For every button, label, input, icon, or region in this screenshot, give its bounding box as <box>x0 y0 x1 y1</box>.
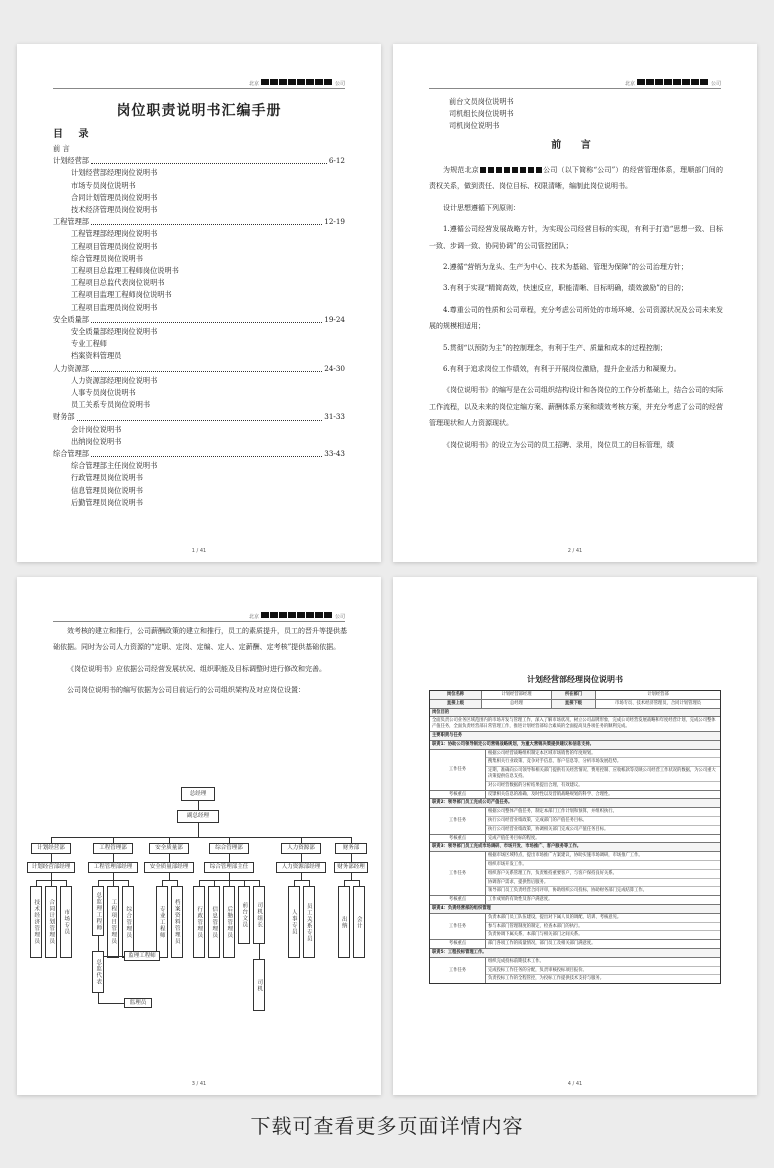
task-list <box>486 914 720 939</box>
org-connector <box>351 873 352 880</box>
org-box: 专业工程师 <box>156 886 168 958</box>
toc-entry <box>53 436 345 448</box>
org-box: 总监代表 <box>92 951 104 993</box>
job-title: 计划经营部经理岗位说明书 <box>527 675 623 684</box>
toc-continued <box>449 96 514 132</box>
org-connector <box>198 823 199 837</box>
org-box: 总监理工程师 <box>92 886 104 936</box>
org-box: 人力资源部经理 <box>276 862 326 873</box>
task-item: 对公司经营数据的分析结果提出合理，有效建议。 <box>488 782 583 788</box>
toc-entry-text: 出纳岗位说明书 <box>71 436 122 446</box>
header-suffix: 公司 <box>334 614 345 620</box>
toc-entry <box>53 241 345 253</box>
download-caption: 下载可查看更多页面详情内容 <box>250 1114 524 1138</box>
toc-entry-text: 前 言 <box>53 144 70 153</box>
toc-entry <box>53 350 345 362</box>
task-label: 工作任务 <box>430 808 486 833</box>
task-label: 工作任务 <box>430 852 486 895</box>
toc-entry <box>53 265 345 277</box>
table-row <box>430 808 720 834</box>
document-page-2 <box>393 44 757 562</box>
org-box: 监理员 <box>124 998 152 1008</box>
toc-entry-text: 综合管理员岗位说明书 <box>71 253 143 263</box>
task-item: 搜集相关行业政策、竞争对手信息，客户信息等，分析市场发展趋势。 <box>486 758 720 767</box>
table-row <box>430 949 720 958</box>
duty-heading: 职责5：工程投标管理工作。 <box>430 949 720 957</box>
table-row <box>430 835 720 844</box>
toc-entry-text: 人力资源部 <box>53 363 89 373</box>
toc-entry-text: 合同计划管理员岗位说明书 <box>71 192 158 202</box>
org-connector <box>51 837 351 838</box>
toc-entry-text: 综合管理部 <box>53 449 89 459</box>
toc-leader <box>91 371 322 372</box>
header-prefix: 北京 <box>624 81 635 87</box>
toc-leader <box>91 163 327 164</box>
section-label: 主要职责与任务 <box>430 732 720 740</box>
paragraph: 3.有利于实现“精简高效，快速反应，职能清晰、目标明确，绩效激励”的目的； <box>443 284 688 293</box>
toc-entry-text: 后勤管理员岗位说明书 <box>71 497 143 507</box>
toc-entry-text: 技术经济管理员岗位说明书 <box>71 205 158 215</box>
eval-text: 反馈相关信息的准确、及时性以及营销战略规划的科学、合理性。 <box>488 791 613 797</box>
toc-entry-text: 人力资源部经理岗位说明书 <box>71 375 158 385</box>
toc-leader <box>91 322 322 323</box>
table-row <box>430 799 720 808</box>
task-label: 工作任务 <box>430 914 486 939</box>
toc-entry-text: 信息管理员岗位说明书 <box>71 485 143 495</box>
org-box: 财务部 <box>335 843 367 854</box>
eval-label: 考核重点 <box>430 940 486 948</box>
paragraph: 4.尊重公司的性质和公司章程，充分考虑公司所处的市场环境、公司资源状况及公司未来发展的规模相适用； <box>429 305 723 331</box>
paragraph: 6.有利于追求岗位工作绩效，有利于开展岗位激励，提升企业活力和凝聚力。 <box>443 365 681 374</box>
toc-entry <box>53 180 345 192</box>
toc-entry-text: 员工关系专员岗位说明书 <box>71 400 151 410</box>
org-connector <box>51 854 52 862</box>
duty-heading: 职责4：负责经营部的组织管理 <box>430 905 720 913</box>
toc-entry <box>53 363 345 375</box>
toc-item: 司机组长岗位说明书 <box>449 109 514 118</box>
table-cell: 岗位名称 <box>430 691 482 699</box>
toc-leader <box>77 420 323 421</box>
table-row <box>430 741 720 750</box>
redacted-block <box>637 79 709 87</box>
toc-entry <box>53 448 345 460</box>
header-prefix: 北京 <box>248 81 259 87</box>
task-item: 执行公司经营业绩政策，完成部门的产值任务目标。 <box>486 817 720 826</box>
task-list <box>486 750 720 790</box>
org-box: 人事专员 <box>288 886 300 958</box>
paragraph: 1.遵循公司经营发展战略方针，为实现公司经营目标的实现，有利于打造“思想一致、目标一致、步调一致、协同协调”的公司管控团队； <box>429 225 723 250</box>
header-suffix: 公司 <box>710 81 721 87</box>
redacted-block <box>479 166 543 174</box>
task-label: 工作任务 <box>430 750 486 790</box>
org-connector <box>51 873 52 880</box>
eval-label: 考核重点 <box>430 835 486 843</box>
toc-entry <box>53 387 345 399</box>
table-row <box>430 852 720 896</box>
table-row <box>430 940 720 949</box>
eval-text: 完成产值任务目标的程度。 <box>488 835 540 841</box>
table-cell: 直接下级 <box>552 700 596 708</box>
page-number: 1 / 41 <box>191 548 207 554</box>
toc-entry <box>53 314 345 326</box>
toc-entry <box>53 289 345 301</box>
toc-item: 司机岗位说明书 <box>449 121 500 130</box>
org-box: 档案资料管理员 <box>171 886 183 958</box>
org-box: 总经理 <box>181 787 215 801</box>
paragraph: 设计思想遵循下列原则： <box>443 203 520 212</box>
org-box: 监理工程师 <box>124 951 160 961</box>
toc-entry <box>53 424 345 436</box>
toc-entry <box>53 253 345 265</box>
toc-entry <box>53 497 345 509</box>
org-box: 出纳 <box>338 886 350 958</box>
toc-entry <box>53 204 345 216</box>
table-row <box>430 709 720 718</box>
section-label: 岗位目的 <box>430 709 720 717</box>
table-cell: 所在部门 <box>552 691 596 699</box>
org-box: 市场专员 <box>60 886 72 958</box>
org-box: 副总经理 <box>177 810 219 823</box>
org-connector <box>104 956 124 957</box>
toc-leader <box>91 224 322 225</box>
toc-page-range: 24-30 <box>324 363 345 373</box>
toc-entry-text: 人事专员岗位说明书 <box>71 388 136 398</box>
redacted-block <box>261 79 333 87</box>
org-box: 员工关系专员 <box>303 886 315 958</box>
toc-page-range: 31-33 <box>324 412 345 422</box>
org-box: 技术经济管理员 <box>30 886 42 958</box>
task-item: 负责投标工作的全程管控，为投标工作提供技术支持与服务。 <box>488 976 605 982</box>
org-connector <box>301 873 302 880</box>
toc-entry-text: 档案资料管理员 <box>71 351 122 361</box>
org-connector <box>351 854 352 862</box>
toc-entry <box>53 167 345 179</box>
task-item: 执行公司经营业绩政策，协调相关部门完成公司产值任务目标。 <box>488 826 609 832</box>
eval-label: 考核重点 <box>430 896 486 904</box>
toc-entry-text: 安全质量部 <box>53 314 89 324</box>
toc-entry-text: 安全质量部经理岗位说明书 <box>71 327 158 337</box>
document-title: 岗位职责说明书汇编手册 <box>116 103 282 119</box>
header-prefix: 北京 <box>248 614 259 620</box>
task-item: 根据公司整体产值任务，制定本部门工作计划和预算，并组织执行。 <box>486 808 720 817</box>
org-connector <box>98 936 99 951</box>
task-item: 根据公司经营战略组织制定本区域市场销售的年度规划。 <box>486 750 720 759</box>
table-of-contents <box>53 143 345 509</box>
org-box: 综合管理员 <box>122 886 134 958</box>
table-cell: 总经理 <box>482 700 552 708</box>
toc-entry <box>53 460 345 472</box>
toc-entry <box>53 411 345 423</box>
toc-entry-text: 财务部 <box>53 412 75 422</box>
toc-entry <box>53 375 345 387</box>
toc-page-range: 33-43 <box>324 449 345 459</box>
toc-entry-text: 专业工程师 <box>71 339 107 349</box>
toc-entry <box>53 143 345 155</box>
toc-page-range: 12-19 <box>324 217 345 227</box>
document-page-1 <box>17 44 381 562</box>
toc-entry-text: 计划经营部经理岗位说明书 <box>71 168 158 178</box>
toc-entry-text: 工程管理部经理岗位说明书 <box>71 229 158 239</box>
task-list <box>486 808 720 833</box>
task-list <box>486 852 720 895</box>
table-cell: 计划经营部 <box>647 692 669 697</box>
paragraph: 2.遵循“营销为龙头、生产为中心、技术为基础、管理为保障”的公司治理方针； <box>443 263 688 272</box>
task-item: 负责本部门员工队伍建设，提出对下属人员的调配、培训、考核意见。 <box>486 914 720 923</box>
purpose-text: 全面负责公司业务区域范围内的市场开发与管理工作，深入了解市场状况，树立公司品牌形象，完成公司经营发展战略和年度经营计划，完成公司整体产值任务，全面负责经营部日常管理工作，推进计划经营部综合素质的全面提高及各项任务的顺利完成。 <box>432 718 716 730</box>
paragraph: 效考核的建立和推行，公司薪酬政策的建立和推行，员工的素质提升，员工的晋升等提供基础依据。同时为公司人力资源的“定职、定岗、定编、定人、定薪酬、定考核”提供基础依据。 <box>53 627 347 652</box>
org-connector <box>229 854 230 862</box>
task-item: 组织完成投标前期技术工作。 <box>486 958 720 967</box>
org-connector <box>98 993 99 1003</box>
preface-title: 前 言 <box>551 140 599 151</box>
org-connector <box>198 801 199 810</box>
paragraph: 为规范北京 公司（以下简称“公司”）的经营管理体系，理顺部门间的责权关系，做到责任、岗位目标、权限清晰，编制此岗位说明书。 <box>429 166 723 191</box>
toc-entry-text: 行政管理员岗位说明书 <box>71 473 143 483</box>
task-item: 完成投标工作任务的分配，负责审核投标项目报价。 <box>486 967 720 976</box>
table-row <box>430 691 720 700</box>
toc-entry-text: 工程项目总监代表岗位说明书 <box>71 278 165 288</box>
eval-text: 工作成果的有效性及客户满意度。 <box>488 897 553 903</box>
org-box: 合同计划管理员 <box>45 886 57 958</box>
org-box: 信息管理员 <box>208 886 220 958</box>
paragraph: 《岗位说明书》的编写是在公司组织结构设计和各岗位的工作分析基础上，结合公司的实际工作流程，以及未来的岗位定编方案、薪酬体系方案和绩效考核方案，并充分考虑了公司的经营管理现状和人力资源现状。 <box>429 386 723 428</box>
toc-entry-text: 工程项目监理员岗位说明书 <box>71 302 158 312</box>
eval-text: 部门各项工作的质量情况，部门员工及相关部门满意度。 <box>488 941 596 947</box>
org-connector <box>113 854 114 862</box>
org-connector <box>113 873 114 880</box>
toc-entry <box>53 302 345 314</box>
table-cell: 计划经营部经理 <box>482 691 552 699</box>
table-cell: 市场专员、技术经济管理员、合同计划管理员 <box>615 700 701 706</box>
org-connector <box>344 880 360 881</box>
toc-entry-text: 会计岗位说明书 <box>71 424 122 434</box>
page-header <box>53 77 345 89</box>
page-header <box>429 77 721 89</box>
eval-label: 考核重点 <box>430 791 486 799</box>
table-cell: 直接上级 <box>430 700 482 708</box>
org-connector <box>162 880 178 881</box>
org-box: 后勤管理员 <box>223 886 235 958</box>
page-header <box>53 610 345 622</box>
toc-entry <box>53 338 345 350</box>
task-item: 组织客户关系管理工作，负责维持重要客户，与客户保持良好关系。 <box>486 870 720 879</box>
org-connector <box>301 854 302 862</box>
org-box: 计划经营部经理 <box>27 862 75 873</box>
table-row <box>430 732 720 741</box>
org-connector <box>294 880 310 881</box>
org-box: 会计 <box>353 886 365 958</box>
toc-entry <box>53 216 345 228</box>
org-chart <box>17 785 381 1065</box>
table-row <box>430 843 720 852</box>
task-item: 负责协调下属关系，本部门与相关部门之间关系。 <box>488 932 583 938</box>
org-box: 行政管理员 <box>193 886 205 958</box>
toc-entry-text: 综合管理部主任岗位说明书 <box>71 461 158 471</box>
paragraph: 5.贯彻“以预防为主”的控制理念，有利于生产、质量和成本的过程控制； <box>443 343 667 352</box>
org-box: 财务部经理 <box>334 862 368 873</box>
org-box: 计划经营部 <box>31 843 71 854</box>
page-number: 2 / 41 <box>567 548 583 554</box>
toc-entry-text: 计划经营部 <box>53 156 89 166</box>
toc-entry-text: 工程管理部 <box>53 217 89 227</box>
task-label: 工作任务 <box>430 958 486 983</box>
toc-page-range: 19-24 <box>324 314 345 324</box>
table-row <box>430 717 720 732</box>
org-box: 人力资源部 <box>281 843 321 854</box>
job-description-table <box>429 690 721 984</box>
duty-heading: 职责2：领导部门员工完成公司产值任务。 <box>430 799 720 807</box>
toc-leader <box>91 456 322 457</box>
toc-entry <box>53 326 345 338</box>
duty-heading: 职责3：领导部门员工完成市场调研、市场开发、市场推广、客户服务等工作。 <box>430 843 720 851</box>
table-row <box>430 791 720 800</box>
paragraph: 《岗位说明书》应依据公司经营发展状况、组织职能及目标调整时进行修改和完善。 <box>67 664 326 673</box>
toc-entry <box>53 399 345 411</box>
task-item: 领导部门员工负责经营合同评审，协助组织公司投标，协助财务部门完成结算工作。 <box>488 888 647 894</box>
org-box: 安全质量部 <box>149 843 189 854</box>
page-number: 3 / 41 <box>191 1081 207 1087</box>
org-connector <box>259 944 260 959</box>
toc-entry <box>53 155 345 167</box>
org-box: 安全质量部经理 <box>144 862 194 873</box>
toc-entry <box>53 485 345 497</box>
duty-heading: 职责1：协助公司领导制定公司营销战略规划，为重大营销决策提供建议和信息支持。 <box>430 741 720 749</box>
org-box: 工程项目管理员 <box>107 886 119 958</box>
paragraph: 公司岗位说明书的编写依据为公司目前运行的公司组织架构及对应岗位设置： <box>67 686 305 695</box>
toc-entry <box>53 192 345 204</box>
org-connector <box>169 873 170 880</box>
org-box: 工程管理部 <box>93 843 133 854</box>
task-item: 组织市场开发工作。 <box>486 861 720 870</box>
toc-entry-text: 市场专员岗位说明书 <box>71 180 136 190</box>
document-page-3 <box>17 577 381 1095</box>
table-row <box>430 914 720 940</box>
org-box: 前台文员 <box>238 886 250 944</box>
toc-entry <box>53 228 345 240</box>
toc-entry-text: 工程项目总监理工程师岗位说明书 <box>71 266 179 276</box>
org-box: 工程管理部经理 <box>88 862 138 873</box>
document-page-4 <box>393 577 757 1095</box>
task-item: 根据市场区域特点，提出市场推广方案建议，协助实施市场调研，市场推广工作。 <box>486 852 720 861</box>
page3-body <box>53 623 347 704</box>
task-item: 参与本部门管理制度的制定，检查本部门的执行。 <box>486 923 720 932</box>
toc-item: 前台文员岗位说明书 <box>449 97 514 106</box>
paragraph: 《岗位说明书》的设立为公司的员工招聘、录用，岗位员工的目标管理，绩 <box>443 440 674 449</box>
table-row <box>430 958 720 983</box>
org-box: 综合管理部主任 <box>204 862 254 873</box>
table-row <box>430 905 720 914</box>
org-box: 司机组长 <box>253 886 265 944</box>
task-item: 协调客户需求，提供售后服务。 <box>486 879 720 888</box>
org-connector <box>229 873 230 880</box>
org-connector <box>169 854 170 862</box>
toc-entry-text: 工程项目管理员岗位说明书 <box>71 241 158 251</box>
header-suffix: 公司 <box>334 81 345 87</box>
redacted-block <box>261 612 333 620</box>
preface-body <box>429 162 723 458</box>
org-box: 综合管理部 <box>209 843 249 854</box>
org-connector <box>98 1003 124 1004</box>
org-box: 司机 <box>253 959 265 1011</box>
task-list <box>486 958 720 983</box>
toc-entry-text: 工程项目监理工程师岗位说明书 <box>71 290 172 300</box>
toc-page-range: 6-12 <box>328 156 345 166</box>
toc-heading: 目 录 <box>53 129 95 140</box>
page-number: 4 / 41 <box>567 1081 583 1087</box>
table-row <box>430 700 720 709</box>
toc-entry <box>53 472 345 484</box>
task-item: 定期，准确向公司领导和相关部门提供有关经营情况、费用控制、应收帐款等反映公司经营工作状况的数据，为公司重大决策提供信息支持。 <box>486 767 720 782</box>
table-row <box>430 896 720 905</box>
toc-entry <box>53 277 345 289</box>
table-row <box>430 750 720 791</box>
